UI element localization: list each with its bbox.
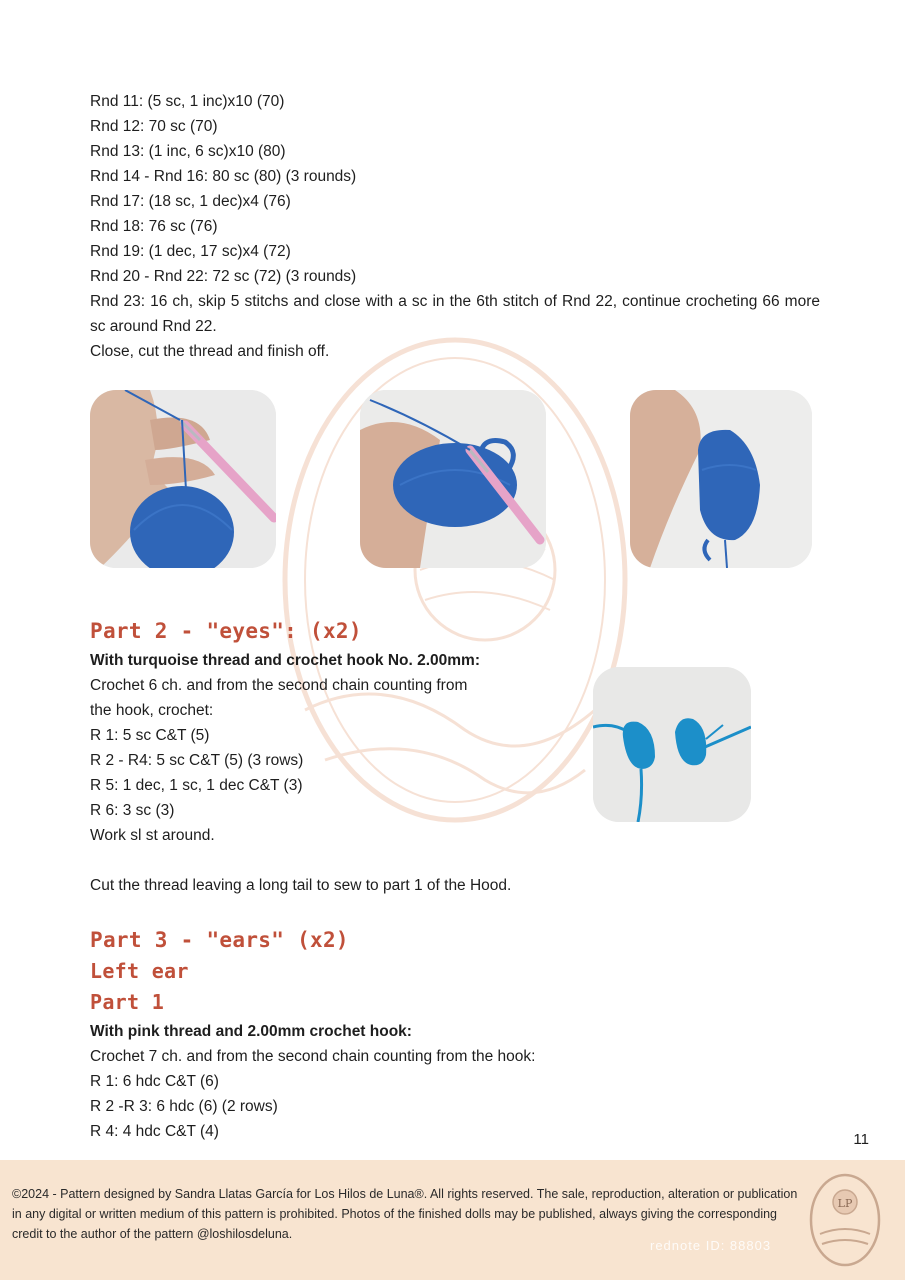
round-23: Rnd 23: 16 ch, skip 5 stitchs and close with a sc in the 6th stitch of Rnd 22, continue crocheting 66 more sc around Rnd 22. [90, 293, 820, 335]
part-2-row-2-4: R 2 - R4: 5 sc C&T (5) (3 rows) [90, 752, 304, 769]
part-2-intro-2: the hook, crochet: [90, 702, 214, 719]
part-2-row-6: R 6: 3 sc (3) [90, 802, 175, 819]
part-3-row-4: R 4: 4 hdc C&T (4) [90, 1123, 219, 1140]
part-3-title: Part 3 - "ears" (x2) [90, 928, 349, 952]
part-3-row-2-3: R 2 -R 3: 6 hdc (6) (2 rows) [90, 1098, 278, 1115]
left-ear-title: Left ear [90, 959, 189, 983]
rounds-list [90, 89, 820, 364]
photo-hood-step-3-illustration [630, 390, 812, 568]
page-number: 11 [853, 1131, 869, 1148]
close-instruction: Close, cut the thread and finish off. [90, 343, 330, 360]
part-2-slip-stitch: Work sl st around. [90, 827, 215, 844]
round-19: Rnd 19: (1 dec, 17 sc)x4 (72) [90, 243, 291, 260]
photo-hood-step-2 [360, 390, 546, 568]
round-18: Rnd 18: 76 sc (76) [90, 218, 218, 235]
photo-hood-step-1 [90, 390, 276, 568]
copyright-notice: ©2024 - Pattern designed by Sandra Llatas García for Los Hilos de Luna®. All rights reserved. The sale, reproduction, alteration or publication in any digital or written medium of this pattern is prohibited. Photos of the finished dolls may be published, always giving the corresponding credit to the author of the pattern @loshilosdeluna. [12, 1187, 798, 1241]
round-20-22: Rnd 20 - Rnd 22: 72 sc (72) (3 rounds) [90, 268, 357, 285]
part-3-row-1: R 1: 6 hdc C&T (6) [90, 1073, 219, 1090]
part-3-material: With pink thread and 2.00mm crochet hook: [90, 1023, 412, 1040]
brand-logo [808, 1172, 882, 1268]
part-2-row-1: R 1: 5 sc C&T (5) [90, 727, 210, 744]
part-2-material: With turquoise thread and crochet hook No. 2.00mm: [90, 652, 480, 669]
photo-hood-step-3 [630, 390, 812, 568]
part-2-intro-1: Crochet 6 ch. and from the second chain counting from [90, 677, 468, 694]
round-12: Rnd 12: 70 sc (70) [90, 118, 218, 135]
round-11: Rnd 11: (5 sc, 1 inc)x10 (70) [90, 93, 285, 110]
footer [0, 1160, 905, 1280]
round-17: Rnd 17: (18 sc, 1 dec)x4 (76) [90, 193, 291, 210]
photo-eyes [593, 667, 751, 822]
spacer [90, 848, 560, 873]
overlay-watermark: rednote ID: 88803 [650, 1238, 772, 1253]
part-3-instructions [90, 1019, 690, 1144]
part-2-title: Part 2 - "eyes": (x2) [90, 619, 362, 643]
part-2-row-5: R 5: 1 dec, 1 sc, 1 dec C&T (3) [90, 777, 303, 794]
part-2-instructions [90, 648, 560, 898]
part-2-closing: Cut the thread leaving a long tail to sew to part 1 of the Hood. [90, 877, 512, 894]
round-13: Rnd 13: (1 inc, 6 sc)x10 (80) [90, 143, 286, 160]
part-3-intro: Crochet 7 ch. and from the second chain counting from the hook: [90, 1048, 536, 1065]
logo-initials: LP [837, 1197, 853, 1210]
round-14-16: Rnd 14 - Rnd 16: 80 sc (80) (3 rounds) [90, 168, 357, 185]
part-1-title: Part 1 [90, 990, 165, 1014]
photo-eyes-illustration [593, 667, 751, 822]
photo-hood-step-2-illustration [360, 390, 546, 568]
photo-hood-step-1-illustration [90, 390, 276, 568]
